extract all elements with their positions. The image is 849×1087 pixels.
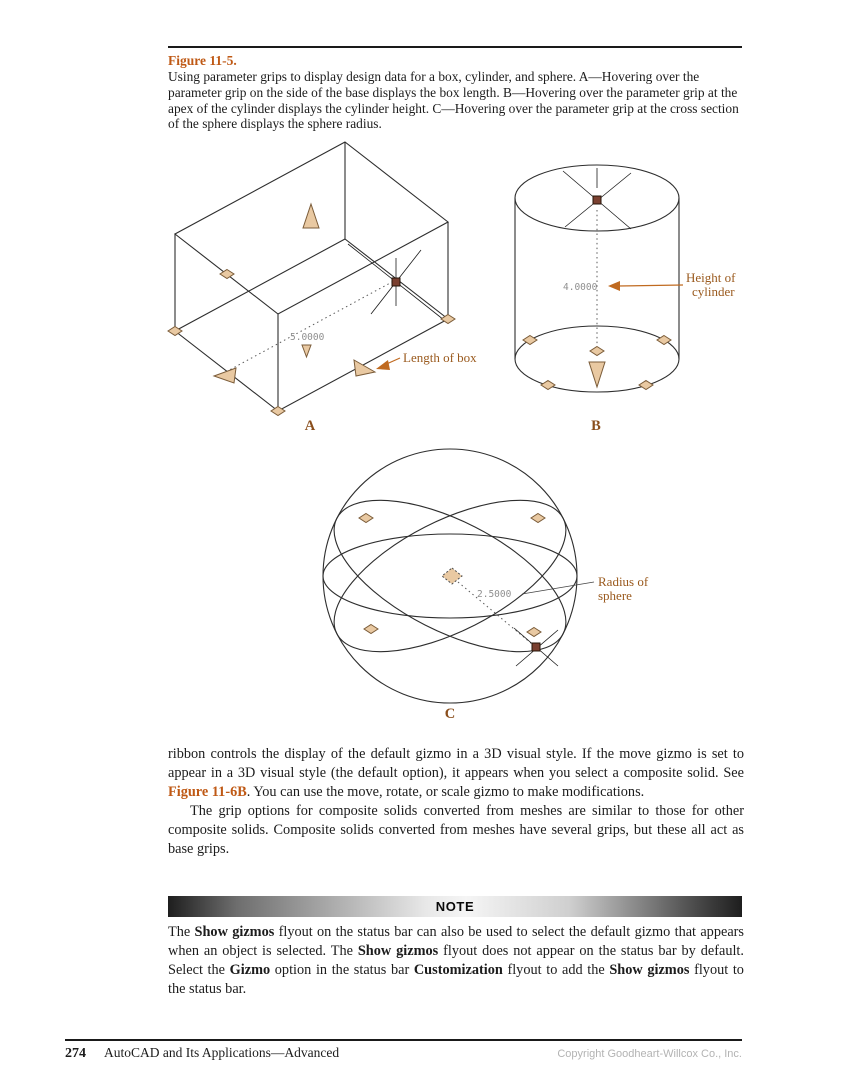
figure-artwork (130, 130, 760, 730)
body-paragraph-1 (168, 745, 744, 802)
cylinder-diagram (515, 165, 736, 434)
label-height-of: Height of (686, 270, 736, 285)
length-arrowhead (376, 360, 390, 370)
grip-diamond (639, 381, 653, 390)
sphere-diagram (312, 449, 649, 722)
note-banner (168, 896, 742, 917)
para1-pre: ribbon controls the display of the default gizmo in a 3D visual style. If the move gizmo is set to appear in a 3D visual style (the default option), it appears when you select a composite solid. See (168, 746, 744, 782)
grip-cone-right (354, 360, 375, 376)
label-cylinder: cylinder (692, 284, 735, 299)
body-text (168, 745, 744, 860)
label-radius-of: Radius of (598, 574, 649, 589)
box-wireframe (175, 142, 448, 411)
sphere-center-grip (442, 568, 462, 584)
page-number: 274 (65, 1046, 86, 1061)
grip-cone-up (303, 204, 319, 228)
footer-rule-divider (65, 1039, 742, 1041)
subfigure-letter-c: C (444, 706, 456, 722)
label-length-of-box: Length of box (403, 350, 477, 365)
sphere-hover-grip (532, 643, 540, 651)
grip-diamond (590, 347, 604, 356)
cylinder-hover-grip (593, 196, 601, 204)
grip-triangle-down (302, 345, 311, 357)
para1-post: . You can use the move, rotate, or scale gizmo to make modifications. (246, 784, 645, 801)
note-paragraph: The Show gizmos flyout on the status bar can also be used to select the default gizmo that appears when an object is selected. The Show gizmos flyout does not appear on the status bar by default. Select the Gizmo option in the status bar Customization flyout to add the Show gizmos flyout to the status bar. (168, 924, 744, 998)
top-rule-divider (168, 46, 742, 48)
label-sphere: sphere (598, 588, 632, 603)
box-dim-value: 5.0000 (290, 332, 325, 343)
subfigure-letter-a: A (304, 418, 316, 434)
figure-label: Figure 11-5. (168, 53, 237, 68)
grip-diamond (531, 514, 545, 523)
height-arrowhead (608, 281, 620, 291)
cylinder-dim-value: 4.0000 (563, 282, 598, 293)
grip-cone-down (589, 362, 605, 387)
height-arrow-line (618, 285, 683, 286)
grip-diamond (527, 628, 541, 637)
page-footer (65, 1045, 742, 1062)
box-hover-grip (392, 278, 400, 286)
copyright-text: Copyright Goodheart-Willcox Co., Inc. (557, 1048, 742, 1060)
box-dimension-dotted-line (222, 282, 392, 374)
grip-diamond (364, 625, 378, 634)
grip-diamond (359, 514, 373, 523)
figure-caption: Using parameter grips to display design data for a box, cylinder, and sphere. A—Hovering over the parameter grip on the side of the base displays the box length. B—Hovering over the parameter grip at the apex of the cylinder displays the cylinder height. C—Hovering over the parameter grip at the cross section of the sphere displays the sphere radius. (168, 69, 739, 132)
radius-leader-line (522, 582, 594, 594)
box-diagram (168, 142, 477, 434)
subfigure-letter-b: B (591, 418, 601, 434)
book-title: AutoCAD and Its Applications—Advanced (104, 1045, 340, 1060)
grip-diamond (541, 381, 555, 390)
note-banner-title: NOTE (435, 899, 475, 914)
figure-reference: Figure 11-6B (168, 784, 247, 801)
sphere-dim-value: 2.5000 (477, 589, 512, 600)
body-paragraph-2: The grip options for composite solids converted from meshes are similar to those for other composite solids. Composite solids converted from meshes have several grips, but these all act as base grips. (168, 803, 744, 858)
